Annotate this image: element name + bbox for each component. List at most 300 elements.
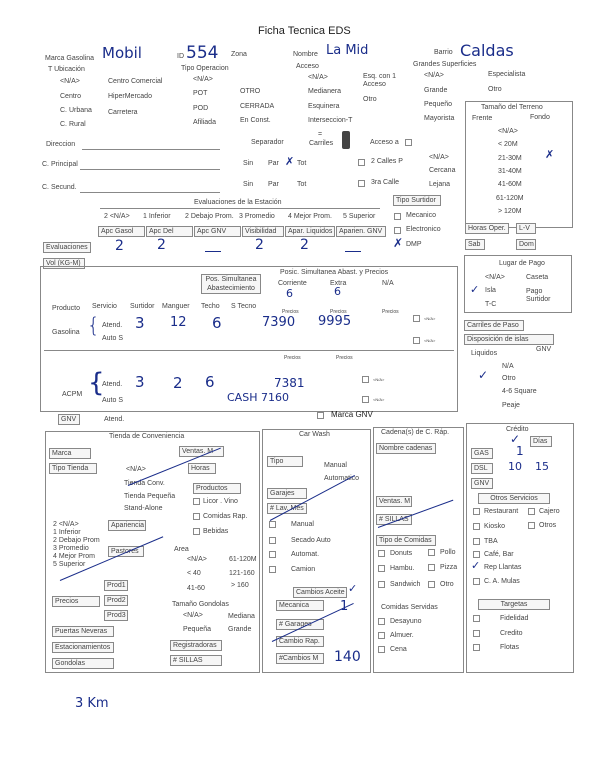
- tienda-horas: Horas: [188, 463, 216, 474]
- bebidas-checkbox[interactable]: [193, 528, 200, 535]
- eval-col-apar-gnv: Aparien. GNV: [336, 226, 386, 237]
- tba-checkbox[interactable]: [473, 538, 480, 545]
- cw-mecanica: Mecanica: [276, 600, 324, 611]
- tienda-conv[interactable]: Tienda Conv.: [124, 480, 165, 487]
- acpm-label: ACPM: [62, 391, 83, 398]
- credito-gnv: GNV: [471, 478, 493, 489]
- superficies-pequeno[interactable]: Pequeño: [424, 101, 453, 108]
- acpm-note[interactable]: CASH 7160: [227, 391, 289, 404]
- terreno-frente: Frente: [472, 115, 493, 122]
- gas-na-tag: <N/A>: [424, 316, 436, 321]
- ubicacion-na[interactable]: <N/A>: [60, 78, 80, 85]
- otro-comida-label: Otro: [440, 581, 454, 588]
- horas-oper-label: Horas Oper.: [465, 223, 509, 234]
- otros-label: Otros: [539, 522, 557, 529]
- fidelidad-checkbox[interactable]: [473, 615, 480, 622]
- hdr-surtidor: Surtidor: [130, 303, 155, 310]
- acceso-label: Acceso: [296, 63, 319, 70]
- mecanico-label: Mecanico: [406, 212, 436, 219]
- principal-tot[interactable]: Tot: [297, 160, 307, 167]
- cafe-label: Café, Bar: [484, 551, 514, 558]
- eval-col-gnv: Apc GNV: [194, 226, 241, 237]
- eval-val-gnv2-dash: [345, 251, 361, 252]
- eval-scale-5: 5 Superior: [343, 213, 376, 220]
- hdr-techo: Techo: [201, 303, 220, 310]
- lugar-pago-title: Lugar de Pago: [499, 260, 545, 267]
- precios-hdr-3: Precios: [382, 309, 399, 315]
- tercera-label: 3ra Calle: [371, 179, 400, 186]
- precios-hdr-1: Precios: [282, 309, 299, 315]
- hdr-stecno: S Tecno: [231, 303, 257, 310]
- abast-na-label: N/A: [382, 280, 394, 287]
- pago-surtidor[interactable]: Pago Surtidor: [526, 288, 551, 303]
- marca-gnv-checkbox[interactable]: [317, 412, 324, 419]
- traffic-light-icon: [342, 131, 350, 149]
- electronico-label: Electronico: [406, 226, 441, 233]
- operacion-label: Tipo Operacion: [181, 65, 229, 72]
- eval-title-line: [100, 208, 380, 209]
- gas-corriente-value[interactable]: 6: [286, 287, 293, 300]
- acpm-surtidor-value[interactable]: 3: [135, 373, 145, 391]
- donuts-label: Donuts: [390, 550, 413, 557]
- pago-isla-mark: ✓: [470, 283, 480, 296]
- hdr-manguer: Manguer: [162, 303, 190, 310]
- cw-manual-checkbox[interactable]: [269, 521, 276, 528]
- islas-otro[interactable]: Otro: [502, 375, 516, 382]
- cw-manual2: Manual: [291, 521, 314, 528]
- pago-isla[interactable]: Isla: [485, 287, 496, 294]
- principal-line: [80, 169, 220, 170]
- restaurant-checkbox[interactable]: [473, 508, 480, 515]
- terreno-fondo-mark: ✗: [545, 148, 555, 161]
- acceso-esq[interactable]: Esq. con 1 Acceso: [363, 73, 397, 88]
- eval-val-visibilidad[interactable]: 2: [255, 237, 264, 253]
- carriles-eq: =: [318, 131, 323, 138]
- eval-scale-2: 2 Debajo Prom.: [185, 213, 234, 220]
- id-label: ID: [177, 53, 184, 60]
- pizza-checkbox[interactable]: [428, 564, 435, 571]
- otros-checkbox[interactable]: [528, 522, 535, 529]
- cadena-title: Cadena(s) de C. Ráp.: [381, 429, 450, 436]
- operacion-na[interactable]: <N/A>: [193, 76, 213, 83]
- operacion-otro[interactable]: OTRO: [240, 88, 261, 95]
- cadena-ventas: Ventas. M: [376, 496, 412, 507]
- ubicacion-centro[interactable]: Centro: [60, 93, 82, 100]
- tienda-scale-3: 3 Promedio: [53, 545, 89, 552]
- carriles-label: Carriles: [309, 140, 334, 147]
- tienda-tipo: Tipo Tienda: [49, 463, 97, 474]
- tipo-comidas: Tipo de Comidas: [376, 535, 436, 546]
- area-120[interactable]: 61-120M: [229, 556, 257, 563]
- tienda-pequena[interactable]: Tienda Pequeña: [124, 493, 176, 500]
- nombre-label: Nombre: [293, 51, 318, 58]
- acpm-precio[interactable]: 7381: [274, 376, 305, 390]
- dist-cercana[interactable]: Cercana: [429, 167, 456, 174]
- principal-mark: ✗: [285, 155, 295, 168]
- credito-dsl-value[interactable]: 10: [508, 460, 522, 473]
- tienda-marca: Marca: [49, 448, 91, 459]
- operacion-const[interactable]: En Const.: [240, 117, 271, 124]
- eval-scale-0: 2 <N/A>: [104, 213, 130, 220]
- gas-atend-label: Atend.: [102, 322, 123, 329]
- zona-label: Zona: [231, 51, 247, 58]
- tienda-registradoras: Registradoras: [170, 640, 222, 651]
- tienda-scale-4: 4 Mejor Prom: [53, 553, 96, 560]
- dmp-mark: ✗: [393, 236, 404, 250]
- precios-acpm-hdr-1: Precios: [284, 355, 301, 361]
- llantas-mark: ✓: [471, 559, 481, 572]
- comidas-label: Comidas Rap.: [203, 513, 248, 520]
- llantas-label: Rep Llantas: [484, 564, 522, 571]
- calles-p-label: 2 Calles P: [371, 158, 403, 165]
- acpm-na2-tag: <N/A>: [373, 397, 385, 402]
- tba-label: TBA: [484, 538, 498, 545]
- cajero-checkbox[interactable]: [528, 508, 535, 515]
- cw-cambio-rap: Cambio Rap.: [276, 636, 324, 647]
- tienda-puertas: Puertas Neveras: [52, 626, 114, 637]
- area-160plus[interactable]: > 160: [231, 582, 249, 589]
- acceso-na[interactable]: <N/A>: [308, 74, 328, 81]
- credito-gas-value[interactable]: 1: [516, 444, 524, 458]
- islas-na[interactable]: N/A: [502, 363, 514, 370]
- tam-na[interactable]: <N/A>: [183, 612, 203, 619]
- separador-label: Separador: [251, 139, 284, 146]
- credito-card-label: Credito: [500, 630, 523, 637]
- pago-na[interactable]: <N/A>: [485, 274, 505, 281]
- tienda-title: Tienda de Conveniencia: [109, 433, 185, 440]
- ubicacion-carretera[interactable]: Carretera: [108, 109, 138, 116]
- cadena-nombre: Nombre cadenas: [376, 443, 436, 454]
- ubicacion-label: T Ubicación: [48, 66, 85, 73]
- gas-na2-checkbox[interactable]: [413, 337, 420, 344]
- cw-camion: Camion: [291, 566, 316, 573]
- operacion-pod[interactable]: POD: [193, 105, 209, 112]
- secund-label: C. Secund.: [42, 184, 77, 191]
- cafe-checkbox[interactable]: [473, 551, 480, 558]
- id-value[interactable]: 554: [186, 43, 219, 63]
- footer-note: 3 Km: [75, 696, 109, 711]
- ubicacion-hiper[interactable]: HiperMercado: [108, 93, 152, 100]
- terreno-120plus[interactable]: > 120M: [498, 208, 522, 215]
- dmp-label: DMP: [406, 241, 422, 248]
- eval-col-del: Apc Del: [146, 226, 193, 237]
- tienda-na[interactable]: <N/A>: [126, 466, 146, 473]
- credito-title: Crédito: [506, 426, 529, 433]
- donuts-checkbox[interactable]: [378, 550, 385, 557]
- tienda-scale-5: 5 Superior: [53, 561, 86, 568]
- barrio-label: Barrio: [434, 49, 453, 56]
- terreno-40[interactable]: 31-40M: [498, 168, 522, 175]
- bebidas-label: Bebidas: [203, 528, 229, 535]
- acceso-a-label: Acceso a: [370, 139, 399, 146]
- otro-comida-checkbox[interactable]: [428, 581, 435, 588]
- calles-p-checkbox[interactable]: [358, 159, 365, 166]
- flotas-checkbox[interactable]: [473, 644, 480, 651]
- principal-label: C. Principal: [42, 161, 78, 168]
- area-160[interactable]: 121-160: [229, 570, 255, 577]
- acpm-manguer-value[interactable]: 2: [173, 374, 183, 392]
- area-60[interactable]: 41-60: [187, 585, 205, 592]
- mecanico-checkbox[interactable]: [394, 213, 401, 220]
- abast-divider: [44, 350, 454, 351]
- tienda-pastores: Pastores: [108, 546, 144, 557]
- acpm-autos-label: Auto S: [102, 397, 124, 404]
- islas-liquidos: Liquidos: [471, 350, 498, 357]
- acpm-brace: {: [88, 368, 105, 398]
- secund-par[interactable]: Par: [268, 181, 279, 188]
- cw-cambios-m-value[interactable]: 140: [334, 649, 361, 665]
- ubicacion-urbana[interactable]: C. Urbana: [60, 107, 92, 114]
- precios-acpm-hdr-2: Precios: [336, 355, 353, 361]
- gas-brace: {: [87, 313, 100, 337]
- desayuno-checkbox[interactable]: [378, 618, 385, 625]
- acceso-medianera[interactable]: Medianera: [308, 88, 342, 95]
- superficies-label: Grandes Superficies: [413, 61, 477, 68]
- dom-label: Dom: [516, 239, 536, 250]
- carwash-lav-mes: # Lav. Mes: [267, 503, 307, 514]
- eval-scale-1: 1 Inferior: [143, 213, 171, 220]
- area-label: Area: [174, 546, 189, 553]
- carwash-automatico[interactable]: Automatico: [324, 475, 360, 482]
- cw-camion-checkbox[interactable]: [269, 566, 276, 573]
- ubicacion-comercial[interactable]: Centro Comercial: [108, 78, 163, 85]
- marca-value[interactable]: Mobil: [102, 44, 142, 62]
- tienda-scale-0: 2 <N/A>: [53, 521, 79, 528]
- cw-automat-checkbox[interactable]: [269, 551, 276, 558]
- carwash-manual[interactable]: Manual: [324, 462, 347, 469]
- comidas-servidas: Comidas Servidas: [381, 604, 438, 611]
- secund-tot[interactable]: Tot: [297, 181, 307, 188]
- acpm-atend-label: Atend.: [102, 381, 123, 388]
- secund-sin[interactable]: Sin: [243, 181, 254, 188]
- tam-grande[interactable]: Grande: [228, 626, 252, 633]
- almuer-label: Almuer.: [390, 632, 414, 639]
- tam-pequena[interactable]: Pequeña: [183, 626, 212, 633]
- gas-extra-value[interactable]: 6: [334, 285, 341, 298]
- principal-par[interactable]: Par: [268, 160, 279, 167]
- eval-val-gasol[interactable]: 2: [115, 238, 124, 254]
- cadena-sillas: # SILLAS: [376, 514, 412, 525]
- almuer-checkbox[interactable]: [378, 632, 385, 639]
- tienda-scale-1: 1 Inferior: [53, 529, 81, 536]
- eval-col-gasol: Apc Gasol: [98, 226, 145, 237]
- cambios-aceite-mark: ✓: [348, 582, 358, 595]
- eval-title: Evaluaciones de la Estación: [194, 199, 282, 206]
- terreno-title: Tamaño del Terreno: [481, 104, 543, 111]
- marca-gnv-label: Marca GNV: [331, 410, 373, 419]
- islas-label: Disposición de islas: [464, 334, 554, 345]
- cw-automat: Automat.: [291, 551, 320, 558]
- tienda-gondolas: Gondolas: [52, 658, 114, 669]
- eval-val-liquidos[interactable]: 2: [300, 237, 309, 253]
- tienda-productos: Productos: [193, 483, 241, 494]
- surtidor-label: Tipo Surtidor: [393, 195, 441, 206]
- precios-hdr-2: Precios: [330, 309, 347, 315]
- cw-mecanica-value[interactable]: 1: [340, 599, 349, 614]
- gas-autos-label: Auto S: [102, 335, 124, 342]
- desayuno-label: Desayuno: [390, 618, 422, 625]
- tienda-scale-2: 2 Debajo Prom: [53, 537, 100, 544]
- carwash-garajes: Garajes: [267, 488, 307, 499]
- tam-mediana[interactable]: Mediana: [228, 613, 255, 620]
- lv-label: L-V: [516, 223, 536, 234]
- barrio-value[interactable]: Caldas: [460, 41, 514, 60]
- gnv-atend-label: Atend.: [104, 416, 125, 423]
- tienda-estacionamientos: Estacionamientos: [52, 642, 114, 653]
- direccion-label: Direccion: [46, 141, 76, 148]
- superficies-mayorista[interactable]: Mayorista: [424, 115, 455, 122]
- pago-tc[interactable]: T-C: [485, 301, 497, 308]
- eval-col-liquidos: Apar. Liquidos: [285, 226, 335, 237]
- superficies-especialista[interactable]: Especialista: [488, 71, 526, 78]
- restaurant-label: Restaurant: [484, 508, 519, 515]
- pizza-label: Pizza: [440, 564, 458, 571]
- dist-lejana[interactable]: Lejana: [429, 181, 451, 188]
- mulas-label: C. A. Mulas: [484, 578, 520, 585]
- tienda-stand[interactable]: Stand-Alone: [124, 505, 163, 512]
- sab-label: Sab: [465, 239, 485, 250]
- pos-simultanea-label: Pos. Simultanea Abastecimiento: [201, 274, 261, 294]
- eval-col-visibilidad: Visibilidad: [242, 226, 284, 237]
- acceso-esquinera[interactable]: Esquinera: [308, 103, 340, 110]
- gas-na2-tag: <N/A>: [424, 338, 436, 343]
- eval-scale-3: 3 Promedio: [239, 213, 275, 220]
- area-na[interactable]: <N/A>: [187, 556, 207, 563]
- credito-dias: Días: [530, 436, 552, 447]
- hambu-label: Hambu.: [390, 565, 415, 572]
- electronico-checkbox[interactable]: [394, 227, 401, 234]
- tienda-precios: Precios: [52, 596, 100, 607]
- tienda-sillas: # SILLAS: [170, 655, 222, 666]
- fidelidad-label: Fidelidad: [500, 615, 529, 622]
- carwash-title: Car Wash: [299, 431, 330, 438]
- credito-dsl-value2[interactable]: 15: [535, 460, 549, 473]
- hambu-checkbox[interactable]: [378, 565, 385, 572]
- terreno-120[interactable]: 61-120M: [496, 195, 524, 202]
- operacion-pot[interactable]: POT: [193, 90, 208, 97]
- sandwich-checkbox[interactable]: [378, 581, 385, 588]
- terreno-60[interactable]: 41-60M: [498, 181, 522, 188]
- terreno-20[interactable]: < 20M: [498, 141, 518, 148]
- kiosko-checkbox[interactable]: [473, 523, 480, 530]
- gas-precio-extra[interactable]: 9995: [318, 314, 352, 329]
- superficies-na[interactable]: <N/A>: [424, 72, 444, 79]
- hdr-producto: Producto: [52, 305, 81, 312]
- tienda-ventas: Ventas. M: [179, 446, 224, 457]
- ubicacion-rural[interactable]: C. Rural: [60, 121, 86, 128]
- acpm-techo-value[interactable]: 6: [205, 373, 215, 391]
- cw-secado-checkbox[interactable]: [269, 537, 276, 544]
- licor-label: Licor . Vino: [203, 498, 238, 505]
- cena-checkbox[interactable]: [378, 646, 385, 653]
- otros-servicios-title: Otros Servicios: [478, 493, 550, 504]
- operacion-cerrada[interactable]: CERRADA: [240, 103, 275, 110]
- area-40[interactable]: < 40: [187, 570, 201, 577]
- gas-manguer-value[interactable]: 12: [170, 315, 187, 330]
- acpm-na-tag: <N/A>: [373, 377, 385, 382]
- principal-sin[interactable]: Sin: [243, 160, 254, 167]
- cena-label: Cena: [390, 646, 407, 653]
- gnv-label: GNV: [58, 414, 80, 425]
- flotas-label: Flotas: [500, 644, 520, 651]
- cw-garages: # Garages: [276, 619, 324, 630]
- superficies-otro[interactable]: Otro: [488, 86, 502, 93]
- tam-gondolas-label: Tamaño Gondolas: [172, 601, 229, 608]
- prod3: Prod3: [104, 610, 128, 621]
- eval-val-gnv-dash: [205, 251, 221, 252]
- terreno-fondo: Fondo: [530, 114, 550, 121]
- gas-precio-corriente[interactable]: 7390: [262, 315, 296, 330]
- corriente-label: Corriente: [278, 280, 307, 287]
- pollo-label: Pollo: [440, 549, 456, 556]
- gas-surtidor-value[interactable]: 3: [135, 314, 145, 332]
- cw-cambios-m: #Cambios M: [276, 653, 324, 664]
- credito-gas: GAS: [471, 448, 493, 459]
- islas-square[interactable]: 4-6 Square: [502, 388, 537, 395]
- comidas-checkbox[interactable]: [193, 513, 200, 520]
- posic-simultanea-label: Posic. Simultanea Abast. y Precios: [280, 269, 389, 276]
- tercera-checkbox[interactable]: [358, 180, 365, 187]
- terreno-30[interactable]: 21-30M: [498, 155, 522, 162]
- gasolina-label: Gasolina: [52, 329, 80, 336]
- islas-peaje[interactable]: Peaje: [502, 402, 520, 409]
- eval-val-del[interactable]: 2: [157, 237, 166, 253]
- cw-secado: Secado Auto: [291, 537, 331, 544]
- acceso-interseccion[interactable]: Interseccion-T: [308, 117, 353, 124]
- secund-line: [80, 192, 220, 193]
- cambios-aceite-title: Cambios Aceite: [293, 587, 347, 598]
- terreno-na[interactable]: <N/A>: [498, 128, 518, 135]
- vol-label: Vol (KG-M): [43, 258, 85, 269]
- prod1: Prod1: [104, 580, 128, 591]
- credito-card-checkbox[interactable]: [473, 630, 480, 637]
- credito-dsl: DSL: [471, 463, 493, 474]
- gas-techo-value[interactable]: 6: [212, 314, 222, 332]
- tienda-apariencia: Apariencia: [108, 520, 146, 531]
- acpm-na2-checkbox[interactable]: [362, 396, 369, 403]
- gas-na-checkbox[interactable]: [413, 315, 420, 322]
- credito-mark: ✓: [510, 432, 521, 446]
- acpm-na-checkbox[interactable]: [362, 376, 369, 383]
- prod2: Prod2: [104, 595, 128, 606]
- pollo-checkbox[interactable]: [428, 549, 435, 556]
- carwash-tipo: Tipo: [267, 456, 303, 467]
- pago-caseta[interactable]: Caseta: [526, 274, 549, 281]
- nombre-value[interactable]: La Mid: [326, 43, 369, 58]
- sandwich-label: Sandwich: [390, 581, 421, 588]
- eval-row-label: Evaluaciones: [43, 242, 91, 253]
- superficies-grande[interactable]: Grande: [424, 87, 448, 94]
- kiosko-label: Kiosko: [484, 523, 506, 530]
- marca-label: Marca Gasolina: [45, 55, 95, 62]
- licor-checkbox[interactable]: [193, 498, 200, 505]
- mulas-checkbox[interactable]: [473, 578, 480, 585]
- dist-na[interactable]: <N/A>: [429, 154, 449, 161]
- carriles-paso-label: Carriles de Paso: [464, 320, 524, 331]
- eval-scale-4: 4 Mejor Prom.: [288, 213, 332, 220]
- extra-label: Extra: [330, 280, 347, 287]
- acceso-a-checkbox[interactable]: [405, 139, 412, 146]
- islas-gnv: GNV: [536, 346, 552, 353]
- cajero-label: Cajero: [539, 508, 560, 515]
- islas-otro-mark: ✓: [478, 368, 489, 382]
- operacion-afiliada[interactable]: Afiliada: [193, 119, 216, 126]
- direccion-line: [82, 149, 220, 150]
- page-title: Ficha Tecnica EDS: [258, 25, 351, 37]
- acceso-otro[interactable]: Otro: [363, 96, 377, 103]
- hdr-servicio: Servicio: [92, 303, 117, 310]
- tarjetas-title: Targetas: [478, 599, 550, 610]
